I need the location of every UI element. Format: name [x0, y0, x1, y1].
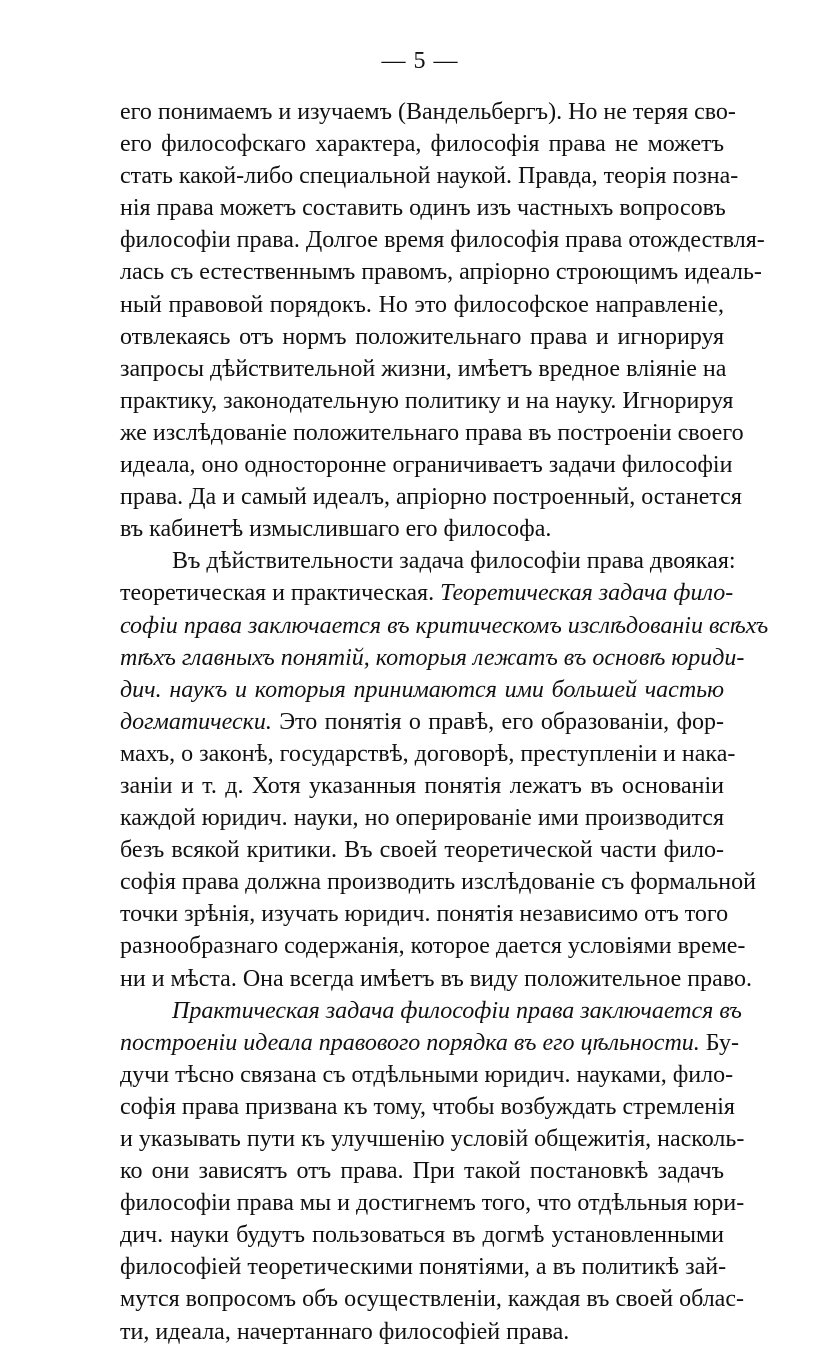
text-line — [120, 321, 724, 353]
text-segment: ко они зависятъ отъ права. При такой постановкѣ задачъ — [120, 1158, 724, 1185]
text-line — [120, 256, 762, 288]
text-line — [120, 674, 724, 706]
text-line — [120, 224, 765, 256]
text-line — [120, 128, 724, 160]
text-segment: ти, идеала, начертаннаго философіей права. — [120, 1318, 570, 1345]
text-segment: отвлекаясь отъ нормъ положительнаго права и игнорируя — [120, 323, 724, 350]
text-segment: лась съ естественнымъ правомъ, апріорно строющимъ идеаль- — [120, 259, 762, 286]
text-segment: его понимаемъ и изучаемъ (Вандельбергъ). Но не теряя сво- — [120, 99, 736, 125]
text-segment: Это понятія о правѣ, его образованіи, фор- — [271, 708, 724, 735]
text-line — [120, 1187, 745, 1219]
text-segment: философіи права мы и достигнемъ того, что отдѣльныя юри- — [120, 1190, 745, 1217]
italic-text-segment: Теоретическая задача фило- — [440, 580, 734, 607]
text-line — [120, 834, 724, 866]
text-line — [120, 898, 729, 930]
text-line — [120, 1316, 724, 1348]
text-segment: теоретическая и практическая. — [120, 580, 441, 607]
text-line — [120, 1027, 739, 1059]
text-segment: Въ дѣйствительности задача философіи права двоякая: — [172, 548, 736, 575]
text-line — [120, 481, 742, 513]
text-line — [120, 353, 727, 385]
text-segment: софія права должна производить изслѣдованіе съ формальной — [120, 869, 756, 896]
text-line — [120, 1155, 724, 1187]
text-segment: заніи и т. д. Хотя указанныя понятія лежатъ въ основаніи — [120, 772, 724, 799]
body-text — [120, 96, 769, 1348]
text-segment: философіей теоретическими понятіями, а въ политикѣ зай- — [120, 1254, 727, 1281]
text-segment: безъ всякой критики. Въ своей теоретической части фило- — [120, 837, 724, 864]
text-line — [120, 706, 724, 738]
text-line — [120, 610, 769, 642]
text-segment: идеала, оно односторонне ограничиваетъ задачи философіи — [120, 452, 733, 479]
text-line — [120, 642, 745, 674]
text-line — [120, 160, 739, 192]
text-line — [120, 545, 736, 577]
text-segment: запросы дѣйствительной жизни, имѣетъ вредное вліяніе на — [120, 355, 727, 382]
text-line — [120, 963, 752, 995]
text-segment: дич. науки будутъ пользоваться въ догмѣ установленными — [120, 1222, 724, 1249]
text-line — [120, 385, 734, 417]
text-line — [120, 1059, 734, 1091]
text-segment: Бу- — [699, 1029, 739, 1056]
text-line — [120, 995, 742, 1027]
text-line — [120, 1251, 727, 1283]
text-segment: точки зрѣнія, изучать юридич. понятія независимо отъ того — [120, 901, 729, 928]
text-line — [120, 417, 744, 449]
text-segment: и указывать пути къ улучшенію условій общежитія, насколь- — [120, 1126, 745, 1152]
text-line — [120, 1091, 735, 1123]
italic-text-segment: построеніи идеала правового порядка въ его цѣльности. — [120, 1029, 700, 1056]
text-line — [120, 289, 724, 321]
text-line — [120, 930, 746, 962]
text-segment: практику, законодательную политику и на науку. Игнорируя — [120, 387, 734, 414]
italic-text-segment: софіи права заключается въ критическомъ изслѣдованіи всѣхъ — [120, 612, 769, 639]
text-segment: философіи права. Долгое время философія права отождествля- — [120, 227, 765, 254]
text-segment: стать какой-либо специальной наукой. Правда, теорія позна- — [120, 163, 739, 190]
text-line — [120, 513, 724, 545]
text-segment: мутся вопросомъ объ осуществленіи, каждая въ своей облас- — [120, 1286, 744, 1313]
text-line — [120, 1219, 724, 1251]
italic-text-segment: Практическая задача философіи права заключается въ — [172, 997, 742, 1024]
text-segment: его философскаго характера, философія права не можетъ — [120, 131, 724, 158]
text-segment: же изслѣдованіе положительнаго права въ построеніи своего — [120, 419, 744, 446]
text-line — [120, 770, 724, 802]
page-number: — 5 — — [381, 48, 459, 74]
italic-text-segment: дич. наукъ и которыя принимаются ими большей частью — [120, 676, 724, 703]
text-segment: ни и мѣста. Она всегда имѣетъ въ виду положительное право. — [120, 965, 752, 992]
text-segment: разнообразнаго содержанія, которое дается условіями време- — [120, 933, 746, 960]
text-line — [120, 96, 736, 128]
text-line — [120, 1123, 745, 1155]
text-segment: софія права призвана къ тому, чтобы возбуждать стремленія — [120, 1093, 735, 1120]
text-segment: нія права можетъ составить одинъ изъ частныхъ вопросовъ — [120, 195, 726, 222]
text-line — [120, 1283, 744, 1315]
text-line — [120, 449, 733, 481]
text-segment: махъ, о законѣ, государствѣ, договорѣ, преступленіи и нака- — [120, 740, 736, 767]
text-line — [120, 802, 724, 834]
text-segment: въ кабинетѣ измыслившаго его философа. — [120, 516, 552, 543]
text-segment: ный правовой порядокъ. Но это философское направленіе, — [120, 291, 724, 318]
text-segment: права. Да и самый идеалъ, апріорно построенный, останется — [120, 484, 742, 511]
text-line — [120, 866, 756, 898]
italic-text-segment: догматически. — [120, 708, 272, 735]
text-line — [120, 738, 736, 770]
text-line — [120, 192, 724, 224]
text-segment: каждой юридич. науки, но оперированіе ими производится — [120, 805, 724, 832]
text-line — [120, 577, 734, 609]
text-segment: дучи тѣсно связана съ отдѣльными юридич. науками, фило- — [120, 1061, 734, 1088]
italic-text-segment: тѣхъ главныхъ понятій, которыя лежатъ въ основѣ юриди- — [120, 644, 745, 671]
